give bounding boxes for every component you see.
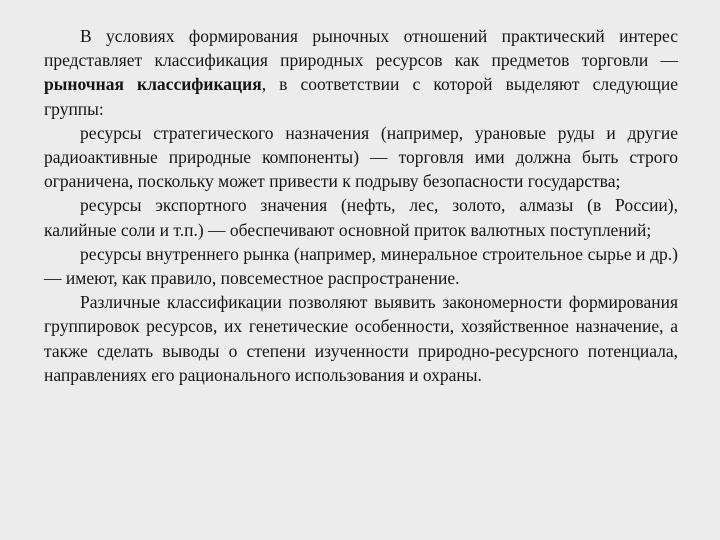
paragraph-intro (44, 24, 678, 121)
intro-bold-term: рыночная классификация (44, 74, 262, 95)
intro-text-start: В условиях формирования рыночных отношений практический интерес представляет классификация природных ресурсов как предметов торговли — (44, 26, 678, 71)
paragraph-conclusion: Различные классификации позволяют выявить закономерности формирования группировок ресурсов, их генетические особенности, хозяйственное назначение, а также сделать выводы о степени изученности природно-ресурсного потенциала, направлениях его рационального использования и охраны. (44, 292, 678, 385)
paragraph-strategic-resources: ресурсы стратегического назначения (например, урановые руды и другие радиоактивные природные компоненты) — торговля ими должна быть строго ограничена, поскольку может привести к подрыву безопасности государства; (44, 122, 678, 192)
paragraph-domestic-resources: ресурсы внутреннего рынка (например, минеральное строительное сырье и др.) — имеют, как правило, повсеместное распространение. (44, 243, 678, 289)
paragraph-export-resources: ресурсы экспортного значения (нефть, лес, золото, алмазы (в России), калийные соли и т.п.) — обеспечивают основной приток валютных поступлений; (44, 195, 678, 240)
intro-text-end: , в соответствии с которой выделяют следующие группы: (44, 74, 679, 119)
document-text (44, 24, 678, 387)
